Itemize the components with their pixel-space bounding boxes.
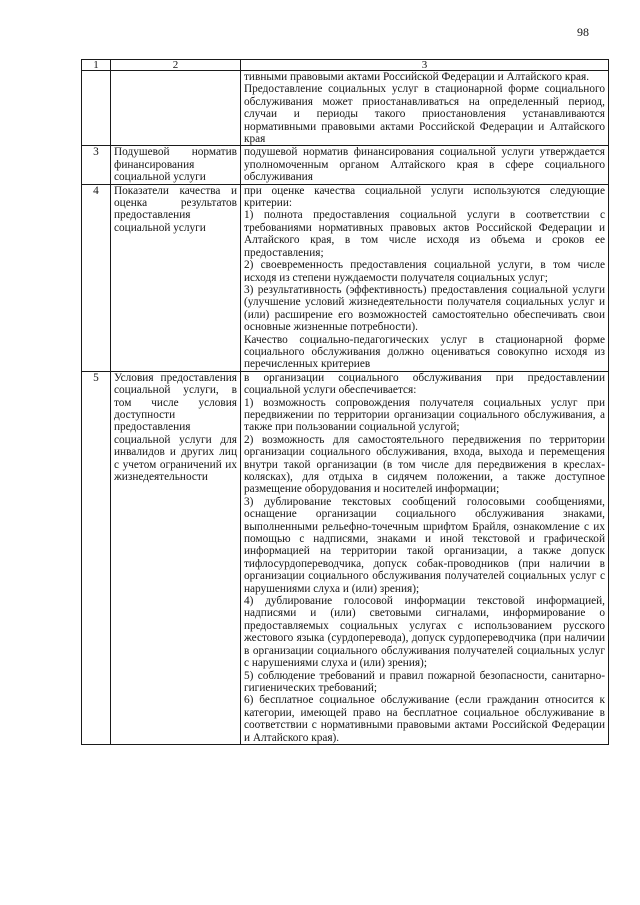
- table-header-row: [82, 60, 609, 71]
- column-header-1: 1: [82, 60, 111, 71]
- row-paragraph: 6) бесплатное социальное обслуживание (если гражданин относится к категории, имеющей право на бесплатное социальное обслуживание в соответствии с нормативными правовыми актами Российской Федерации и Алтайского края).: [244, 694, 605, 744]
- row-paragraph: 2) возможность для самостоятельного передвижения по территории организации социального обслуживания, входа, выхода и перемещения внутри такой организации (в том числе для передвижения в креслах-колясках), для отдыха в сидячем положении, а также доступное размещение оборудования и носителей информации;: [244, 433, 605, 496]
- row-paragraph: 1) возможность сопровождения получателя социальных услуг при передвижении по территории организации социального обслуживания, а также при пользовании социальной услугой;: [244, 396, 605, 434]
- services-table: [81, 59, 609, 745]
- column-header-3: 3: [241, 60, 609, 71]
- row-paragraph: 1) полнота предоставления социальной услуги в соответствии с требованиями нормативных правовых актов Российской Федерации и Алтайского края, в том числе исходя из объема и сроков ее предоставления;: [244, 209, 605, 259]
- row-paragraph: 5) соблюдение требований и правил пожарной безопасности, санитарно-гигиенических требований;: [244, 669, 605, 694]
- row-content: [241, 146, 609, 184]
- row-paragraph: в организации социального обслуживания при предоставлении социальной услуги обеспечивается:: [244, 371, 605, 397]
- row-paragraph: Предоставление социальных услуг в стационарной форме социального обслуживания может приостанавливаться на определенный период, случаи и периоды такого приостановления устанавливаются нормативными правовыми актами Российской Федерации и Алтайского края: [244, 83, 605, 146]
- row-paragraph: при оценке качества социальной услуги используются следующие критерии:: [244, 184, 605, 210]
- row-name: [111, 71, 241, 146]
- row-paragraph: тивными правовыми актами Российской Федерации и Алтайского края.: [244, 71, 590, 83]
- table-row-4: [82, 184, 609, 371]
- row-paragraph: 3) дублирование текстовых сообщений голосовыми сообщениями, оснащение организации социального обслуживания знаками, выполненными рельефно-точечным шрифтом Брайля, ознакомление с их помощью с надписями, знаками и иной текстовой и графической информацией на территории такой организации, а также допуск тифлосурдопереводчика, допуск собак-проводников (при наличии в организации социального обслуживания получателей социальных услуг с нарушениями слуха и (или) зрения);: [244, 495, 605, 595]
- row-name: Подушевой норматив финансирования социальной услуги: [111, 146, 241, 184]
- table-row-5: [82, 371, 609, 744]
- row-content: [241, 371, 609, 744]
- row-number: 4: [82, 184, 111, 371]
- row-number: 5: [82, 371, 111, 744]
- row-paragraph: 4) дублирование голосовой информации текстовой информацией, надписями и (или) световыми сигналами, информирование о предоставляемых социальных услугах с использованием русского жестового языка (сурдоперевода), допуск сурдопереводчика (при наличии в организации социального обслуживания получателей социальных услуг с нарушениями слуха и (или) зрения);: [244, 595, 605, 670]
- table-row-3: [82, 146, 609, 184]
- row-paragraph: 2) своевременность предоставления социальной услуги, в том числе исходя из степени нуждаемости получателя социальных услуг;: [244, 259, 605, 284]
- row-paragraph: 3) результативность (эффективность) предоставления социальной услуги (улучшение условий жизнедеятельности получателя социальных услуг и (или) расширение его возможностей самостоятельно обеспечивать свои основные жизненные потребности).: [244, 283, 605, 334]
- row-name: Условия предоставления социальной услуги, в том числе условия доступности предоставления социальной услуги для инвалидов и других лиц с учетом ограничений их жизнедеятельности: [111, 371, 241, 744]
- row-number: 3: [82, 146, 111, 184]
- row-content: [241, 184, 609, 371]
- row-name: Показатели качества и оценка результатов предоставления социальной услуги: [111, 184, 241, 371]
- table-row-continuation: [82, 71, 609, 146]
- row-paragraph: подушевой норматив финансирования социальной услуги утверждается уполномоченным органом Алтайского края в сфере социального обслуживания: [244, 146, 605, 184]
- row-paragraph: Качество социально-педагогических услуг в стационарной форме социального обслуживания должно оцениваться совокупно исходя из перечисленных критериев: [244, 333, 605, 371]
- row-content: [241, 71, 609, 146]
- page-number: 98: [577, 25, 589, 39]
- column-header-2: 2: [111, 60, 241, 71]
- row-number: [82, 71, 111, 146]
